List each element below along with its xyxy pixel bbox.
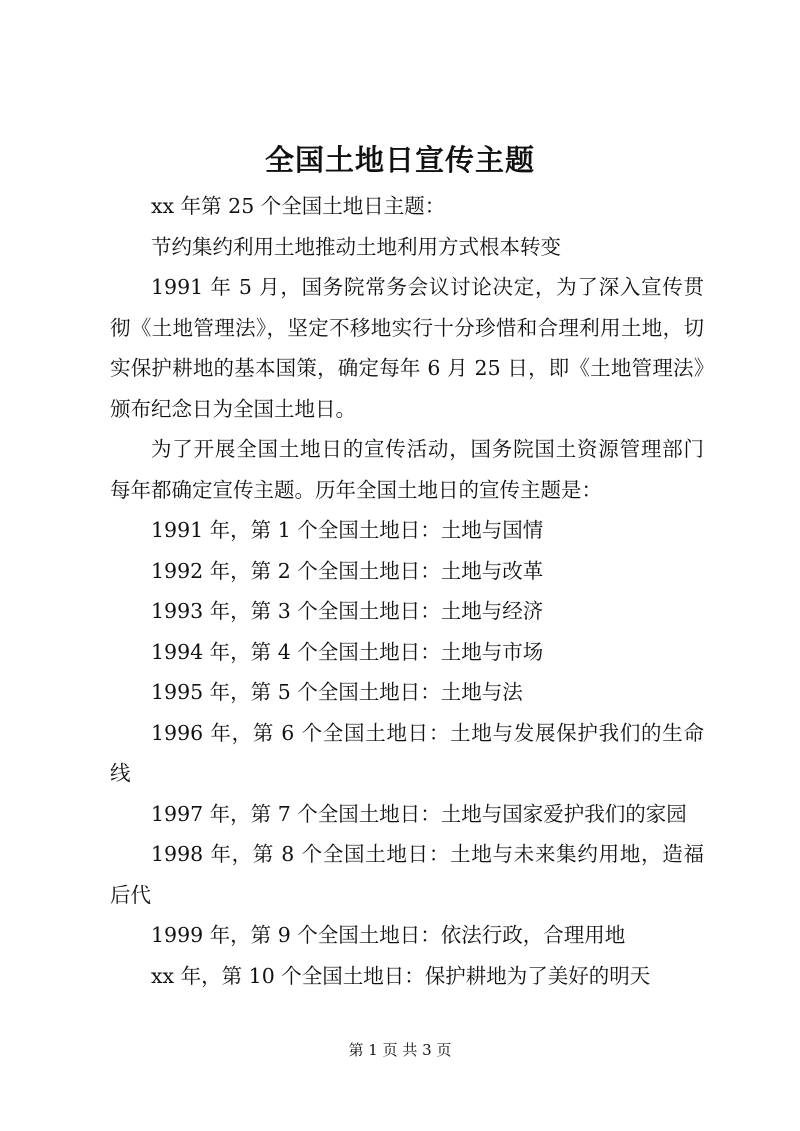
list-item-1995: 1995 年，第 5 个全国土地日：土地与法 [151,680,523,704]
list-item-1993: 1993 年，第 3 个全国土地日：土地与经济 [151,599,544,623]
page-footer: 第 1 页 共 3 页 [348,1041,452,1059]
paragraph-history: 1991 年 5 月，国务院常务会议讨论决定，为了深入宣传贯彻《土地管理法》，坚定不移地实行十分珍惜和合理利用土地，切实保护耕地的基本国策，确定每年 6 月 25 日，即《土地管理法》颁布纪念日为全国土地日。 [110,275,704,421]
list-item-1998: 1998 年，第 8 个全国土地日：土地与未来集约用地，造福后代 [110,842,704,907]
list-item-xx: xx 年，第 10 个全国土地日：保护耕地为了美好的明天 [151,963,651,988]
paragraph-theme-heading: xx 年第 25 个全国土地日主题： [151,194,446,218]
list-item-1994: 1994 年，第 4 个全国土地日：土地与市场 [151,639,544,664]
list-item-1996: 1996 年，第 6 个全国土地日：土地与发展保护我们的生命线 [110,720,704,785]
paragraph-intro-list: 为了开展全国土地日的宣传活动，国务院国土资源管理部门每年都确定宣传主题。历年全国土地日的宣传主题是： [110,437,704,502]
document-title: 全国土地日宣传主题 [264,143,535,177]
list-item-1997: 1997 年，第 7 个全国土地日：土地与国家爱护我们的家园 [151,801,687,826]
list-item-1992: 1992 年，第 2 个全国土地日：土地与改革 [151,558,544,583]
paragraph-theme: 节约集约利用土地推动土地利用方式根本转变 [151,234,561,259]
document-body [110,186,704,996]
list-item-1991: 1991 年，第 1 个全国土地日：土地与国情 [151,518,544,542]
list-item-1999: 1999 年，第 9 个全国土地日：依法行政，合理用地 [151,923,626,947]
